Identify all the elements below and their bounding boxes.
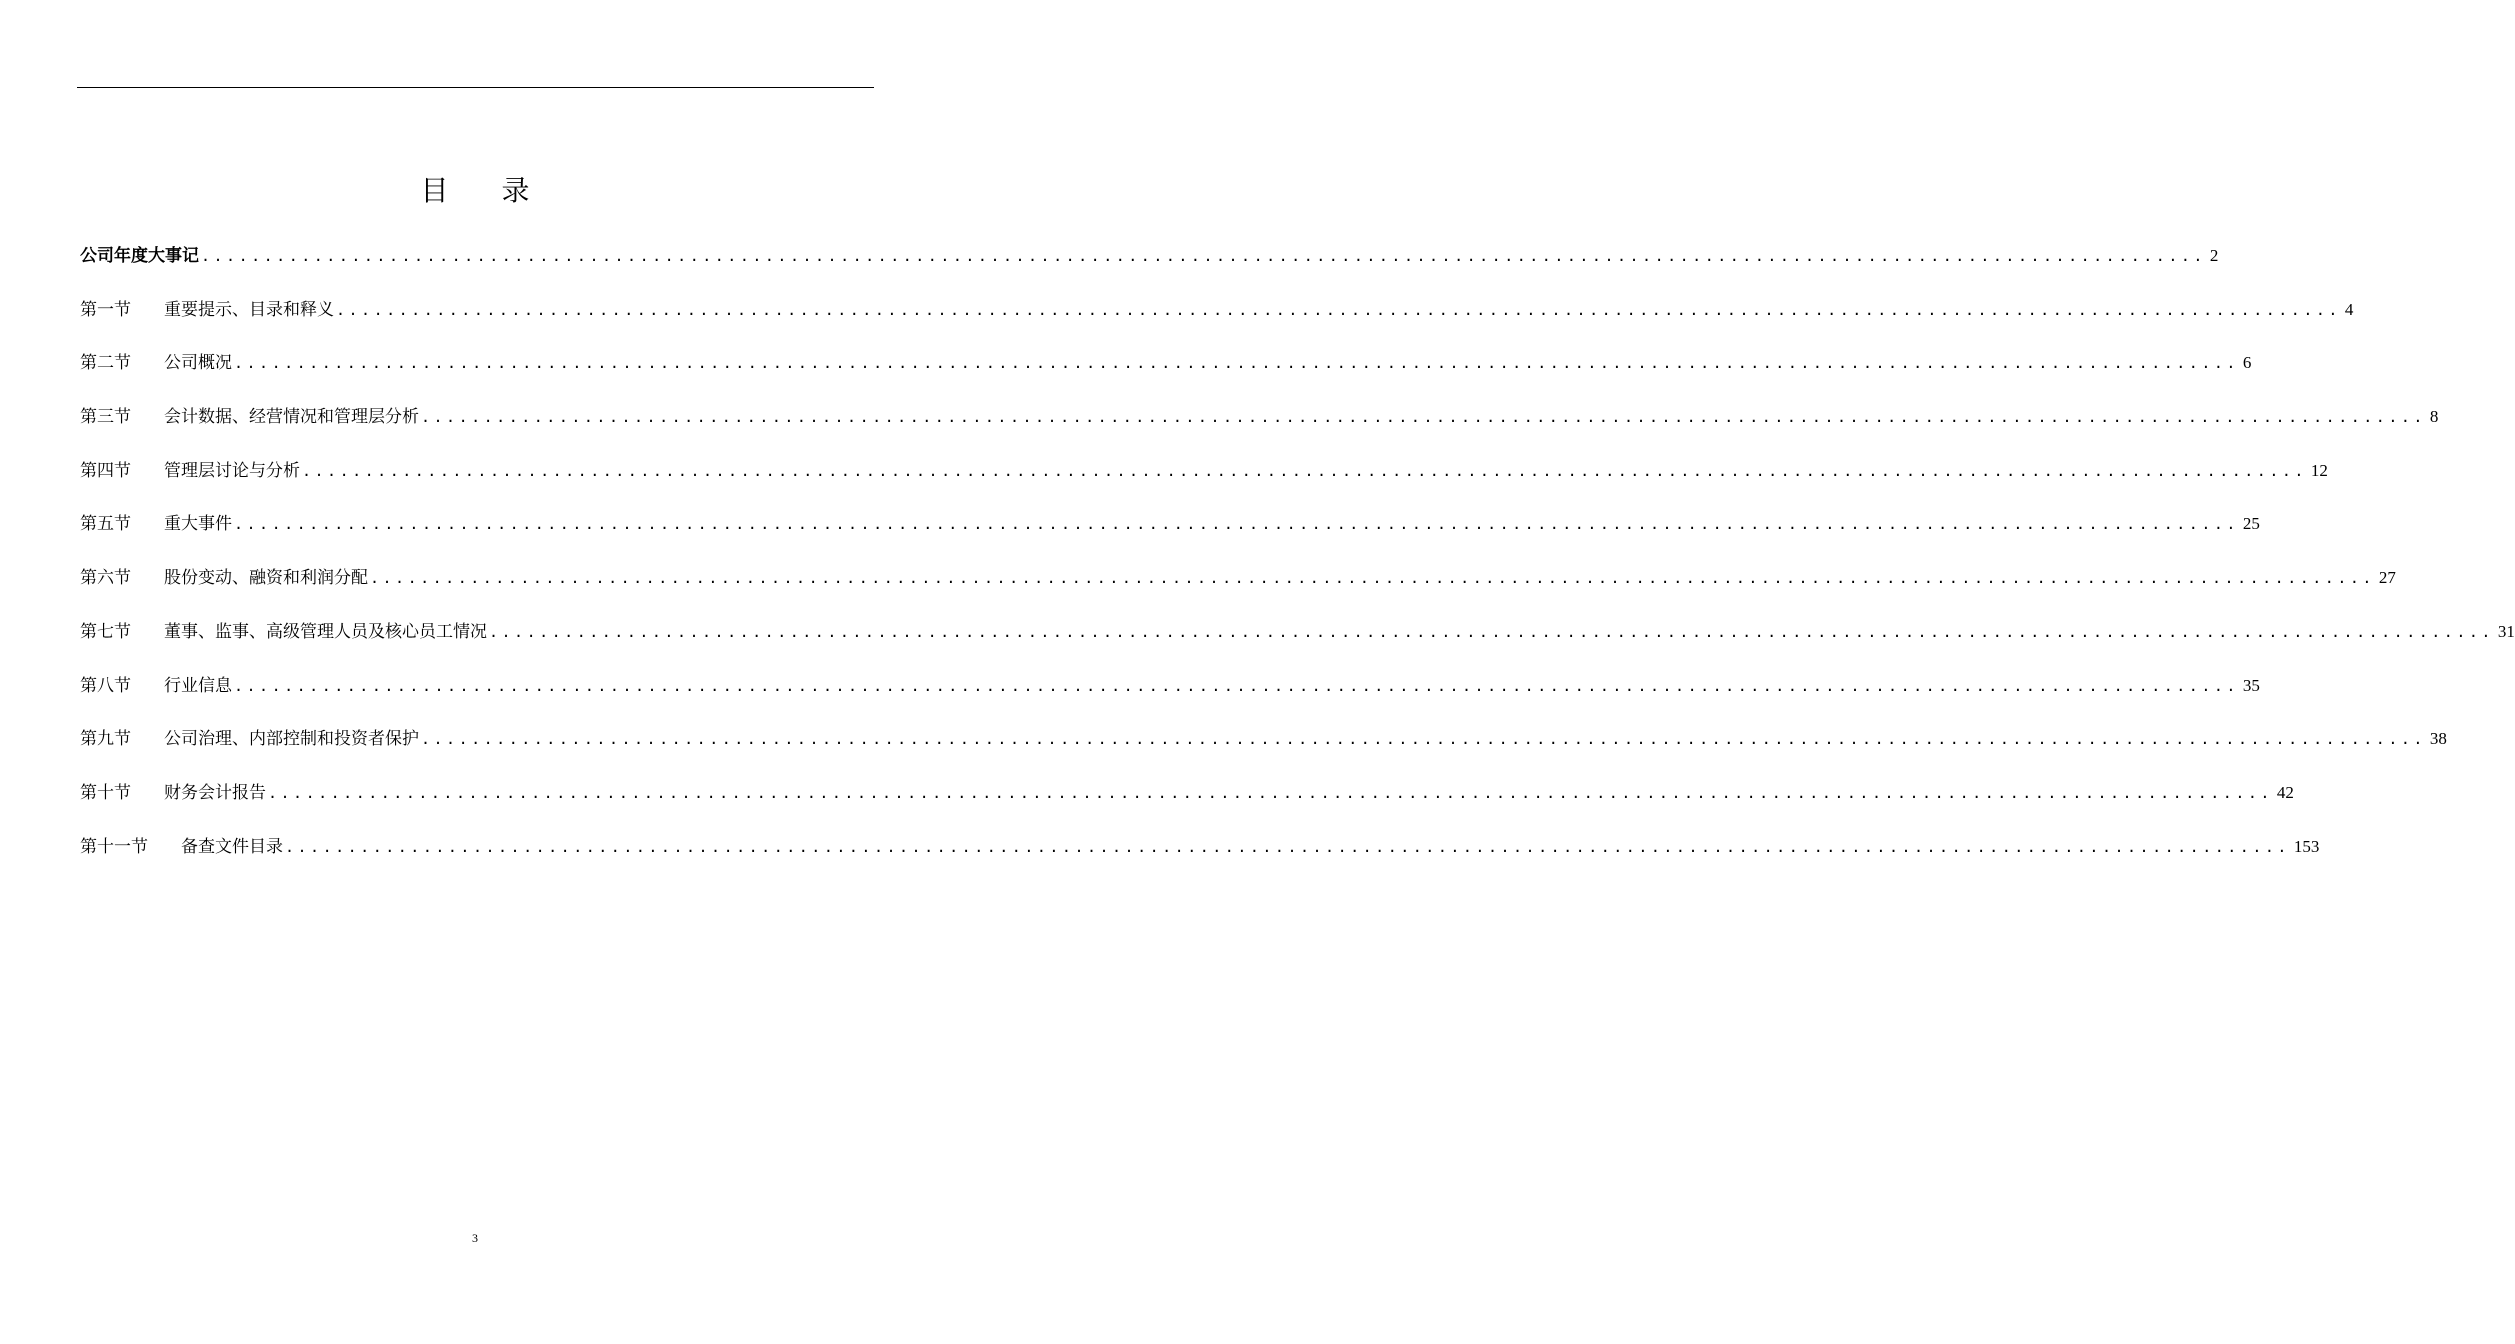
toc-entry-title: 重大事件: [164, 514, 232, 535]
toc-entry-title: 公司概况: [164, 353, 232, 374]
toc-leader: ................................................................................................................................................................: [201, 247, 2206, 265]
toc-leader: ................................................................................................................................................................: [421, 730, 2426, 749]
toc-entry-title: 管理层讨论与分析: [164, 460, 300, 481]
toc-page-number: 12: [2310, 460, 2328, 480]
toc-entry[interactable]: [80, 403, 2439, 457]
page-number-footer: 3: [472, 1231, 478, 1245]
toc-section-label: 第八节: [80, 675, 131, 696]
toc-entry-title: 董事、监事、高级管理人员及核心员工情况: [164, 621, 487, 642]
toc-entry[interactable]: [80, 779, 2294, 833]
toc-page-number: 2: [2209, 246, 2219, 265]
toc-entry[interactable]: [80, 457, 2328, 511]
toc-section-label: 第五节: [80, 514, 131, 535]
toc-section-label: 第七节: [80, 621, 131, 642]
toc-section-label: 第一节: [80, 299, 131, 320]
toc-entry-title: 公司治理、内部控制和投资者保护: [164, 729, 419, 750]
toc-page-number: 25: [2242, 514, 2260, 534]
toc-entry-title: 行业信息: [164, 675, 232, 696]
toc-entry-title: 公司年度大事记: [80, 246, 199, 266]
toc-entry[interactable]: [80, 242, 2219, 296]
toc-entry[interactable]: [80, 672, 2260, 726]
toc-leader: ................................................................................................................................................................: [370, 569, 2375, 588]
toc-section-label: 第二节: [80, 353, 131, 374]
toc-leader: ................................................................................................................................................................: [302, 461, 2307, 480]
toc-list: [80, 242, 2515, 886]
toc-entry[interactable]: [80, 618, 2515, 672]
toc-entry[interactable]: [80, 296, 2354, 350]
toc-leader: ................................................................................................................................................................: [489, 622, 2494, 641]
toc-page-number: 31: [2497, 621, 2515, 641]
toc-page-number: 153: [2293, 836, 2320, 856]
toc-leader: ................................................................................................................................................................: [234, 676, 2239, 695]
toc-entry[interactable]: [80, 833, 2320, 887]
toc-leader: ................................................................................................................................................................: [336, 300, 2341, 319]
toc-entry-title: 会计数据、经营情况和管理层分析: [164, 407, 419, 428]
toc-leader: ................................................................................................................................................................: [285, 837, 2290, 856]
toc-section-label: 第三节: [80, 407, 131, 428]
toc-section-label: 第十一节: [80, 836, 148, 857]
toc-entry-title: 财务会计报告: [164, 782, 266, 803]
toc-leader: ................................................................................................................................................................: [421, 408, 2426, 427]
toc-page-number: 6: [2242, 353, 2252, 373]
toc-page-number: 42: [2276, 782, 2294, 802]
header-rule: [77, 87, 874, 88]
toc-page-number: 38: [2429, 729, 2447, 749]
toc-leader: ................................................................................................................................................................: [234, 515, 2239, 534]
toc-section-label: 第四节: [80, 460, 131, 481]
toc-entry-title: 重要提示、目录和释义: [164, 299, 334, 320]
toc-page-number: 27: [2378, 568, 2396, 588]
toc-entry[interactable]: [80, 349, 2252, 403]
toc-leader: ................................................................................................................................................................: [234, 354, 2239, 373]
page-title: 目 录: [420, 174, 552, 207]
toc-entry-title: 备查文件目录: [181, 836, 283, 857]
toc-page-number: 8: [2429, 407, 2439, 427]
toc-section-label: 第十节: [80, 782, 131, 803]
toc-page-number: 4: [2344, 299, 2354, 319]
toc-entry[interactable]: [80, 564, 2396, 618]
toc-page-number: 35: [2242, 675, 2260, 695]
toc-section-label: 第六节: [80, 568, 131, 589]
toc-leader: ................................................................................................................................................................: [268, 783, 2273, 802]
toc-entry-title: 股份变动、融资和利润分配: [164, 568, 368, 589]
toc-entry[interactable]: [80, 510, 2260, 564]
toc-section-label: 第九节: [80, 729, 131, 750]
toc-entry[interactable]: [80, 725, 2447, 779]
